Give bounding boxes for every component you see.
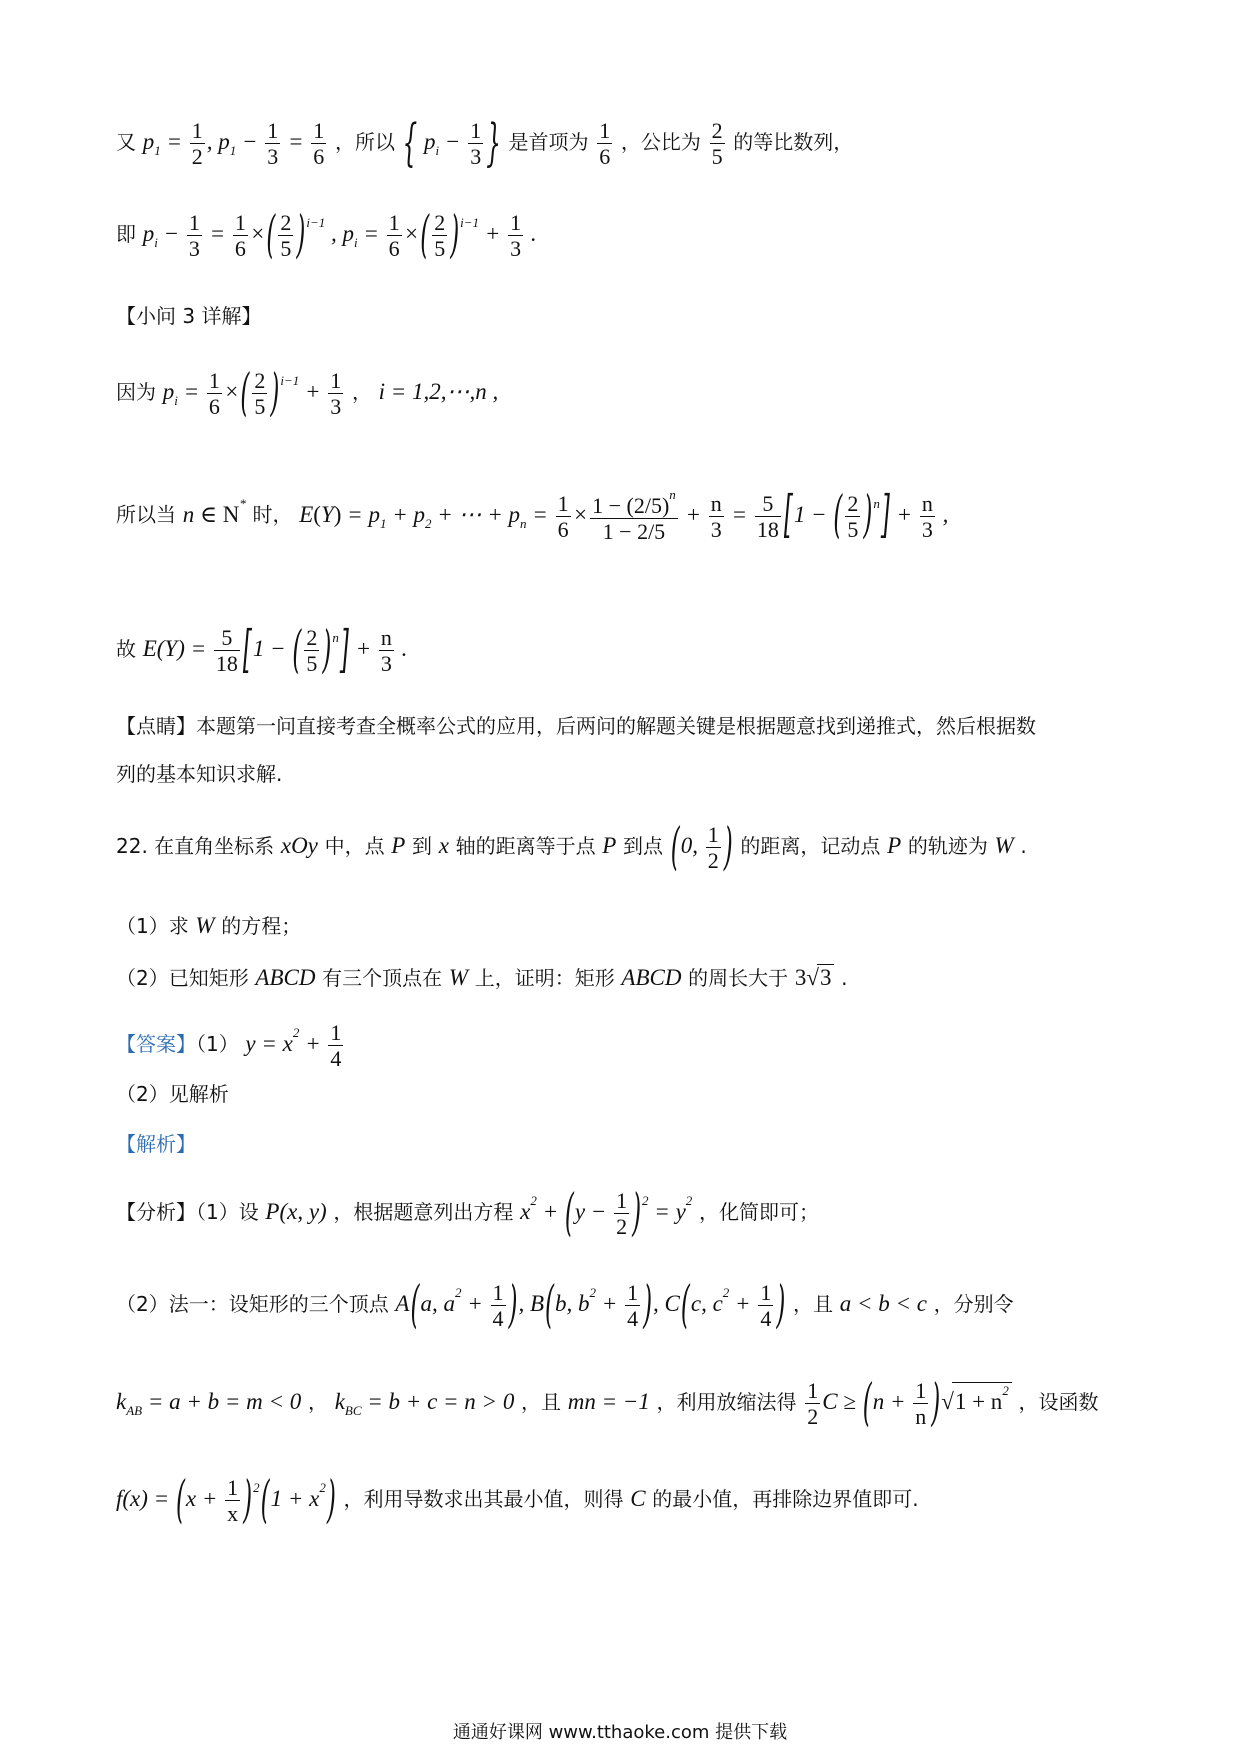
answer-tag: 【答案】 [116, 1032, 196, 1057]
answer-line-2: （2）见解析 [116, 1082, 229, 1106]
text-line-2: 即 $p_i$ − $\frac{1}{3}$ = $\frac{1}{6}$ ×( $\frac{2}{5}$ )$^{i-1}$ , $p_i$ = $\frac{1}{6}$ ×( $\frac{2}{5}$ )$^{i-1}$ + $\frac{1}{3}$ . [116, 207, 537, 265]
problem-22-part-2: （2）已知矩形 ABCD 有三个顶点在 W 上，证明：矩形 ABCD 的周长大于 3√3 . [116, 965, 848, 990]
math-pi-formula: $p_i$ − $\frac{1}{3}$ = $\frac{1}{6}$ ×( $\frac{2}{5}$ )$^{i-1}$ , $p_i$ = $\frac{1}{6}$ ×( $\frac{2}{5}$ )$^{i-1}$ + $\frac{1}{3}$ . [142, 207, 537, 265]
comment-line-2: 列的基本知识求解. [116, 762, 283, 786]
problem-22-statement: 22. 在直角坐标系 xOy 中，点 P 到 x 轴的距离等于点 P 到点 (0, $\frac{1}{2}$ ) 的距离，记动点 P 的轨迹为 W . [116, 819, 1027, 877]
analysis-heading: 【解析】 [116, 1132, 196, 1156]
analysis-line-1: 【分析】（1）设 P(x, y) ，根据题意列出方程 $x^2 + (y$ − $\frac{1}{2}$ )$^2 = y^2$ ，化简即可； [116, 1185, 819, 1243]
text-line-1: 又 $p_1$ = $\frac{1}{2}$ , $p_1$ − $\frac{1}{3}$ = $\frac{1}{6}$ ，所以 { $p_i$ − $\frac{1}{3}$ } 是首项为 $\frac{1}{6}$ ，公比为 $\frac{2}{5}$ 的等比数列， [116, 115, 854, 173]
analysis-line-3: $k_{AB} = a + b = m < 0$ ， $k_{BC} = b + c = n > 0$ ，且 mn = −1 ，利用放缩法得 $\frac{1}{2}$ C ≥ (n + $\frac{1}{n}$ )$√1 + n^2$ ，设函数 [116, 1375, 1099, 1433]
answer-line-1: 【答案】（1） $y = x^2$ + $\frac{1}{4}$ [116, 1020, 342, 1072]
comment-line-1: 【点睛】本题第一问直接考查全概率公式的应用，后两问的解题关键是根据题意找到递推式，然后根据数 [116, 714, 1036, 738]
text-line-4: 因为 $p_i$ = $\frac{1}{6}$ ×( $\frac{2}{5}$ )$^{i-1}$ + $\frac{1}{3}$ ， i = 1,2,⋯,n , [116, 365, 499, 423]
problem-22-part-1: （1）求 W 的方程； [116, 913, 302, 938]
page-footer: 通通好课网 www.tthaoke.com 提供下载 [452, 1722, 788, 1743]
math-p1-values: $p_1$ = $\frac{1}{2}$ , $p_1$ − $\frac{1}{3}$ = $\frac{1}{6}$ [142, 118, 325, 170]
text-line-6: 故 E(Y) = $\frac{5}{18}$ [1 − ( $\frac{2}{5}$ )$^n$] + $\frac{n}{3}$ . [116, 622, 408, 680]
section-heading-q3: 【小问 3 详解】 [116, 304, 262, 328]
math-expectation-sum: $E(Y) = p_1 + p_2$ + ⋯ + $p_n$ = $\frac{1}{6}$ × $\frac{1 - (2/5)^n}{1 - 2/5}$ + $\frac{n}{3}$ = $\frac{5}{18}$ [1 − ( $\frac{2}{5}$ )$^n$] + $\frac{n}{3}$ , [299, 487, 949, 545]
text-line-5: 所以当 n ∈ N* 时， $E(Y) = p_1 + p_2$ + ⋯ + $p_n$ = $\frac{1}{6}$ × $\frac{1 - (2/5)^n}{1 - 2/5}$ + $\frac{n}{3}$ = $\frac{5}{18}$ [1 − ( $\frac{2}{5}$ )$^n$] + $\frac{n}{3}$ , [116, 487, 949, 545]
analysis-line-4: f(x) = (x + $\frac{1}{x}$ )$^2(1 + x^2)$ ，利用导数求出其最小值，则得 C 的最小值，再排除边界值即可. [116, 1472, 919, 1530]
analysis-line-2: （2）法一：设矩形的三个顶点 A(a, $a^2$ + $\frac{1}{4}$ ), B(b, $b^2$ + $\frac{1}{4}$ ), C(c, $c^2$ + $\frac{1}{4}$ ) ，且 a < b < c ，分别令 [116, 1277, 1014, 1335]
math-sequence-set: { $p_i$ − $\frac{1}{3}$ } [402, 115, 501, 173]
